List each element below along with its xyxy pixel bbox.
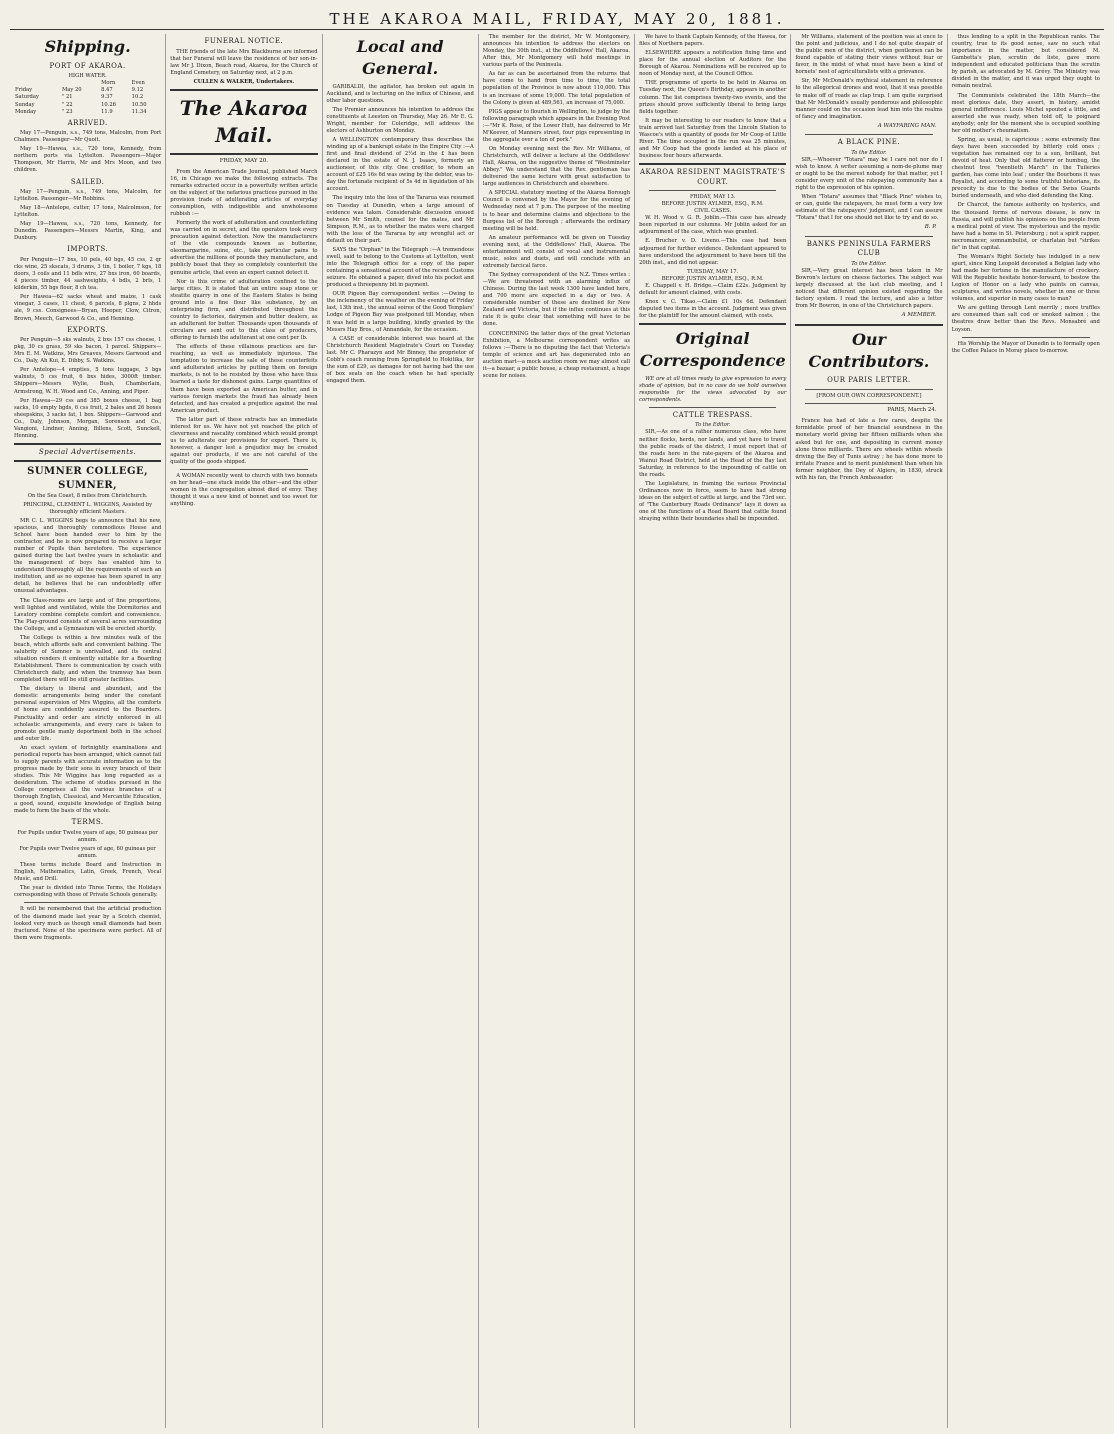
sailing-entry: May 17—Penguin, s.s., 749 tons, Malcolm, for Lyttelton. Passenger—Mr Robbins. [14,189,162,203]
tides-label: HIGH WATER. [68,73,107,80]
letter-signature: B. P. [924,224,937,231]
news-paragraph: The inquiry into the loss of the Tararua was resumed on Tuesday at Dunedin, when a large amount of evidence was taken. Considerable discussion ensued between Mr Smith, counsel for the mates, and Mr Simpson, R.M., as to whether the mates were charged with the loss of the Tararua by any wrongful act or default on their part. [326,195,474,244]
letter-paragraph: SIR,—Very great interest has been taken in Mr Bowron's lecture on cheese factories. The subject was largely discussed at the last club meeting, and I noticed that different opinion existed regarding the factory system. I read the lecture, and also a letter from Mr Bowron, in one of the Christchurch papers. [795,267,943,310]
import-entry: Per Penguin—17 bxs, 10 pels, 40 bgs, 45 css, 2 qr cks wine, 25 skscats, 3 drums, 3 tin, 1 boiler, 7 kgs, 18 doors, 3 coils and 11 bdls wire, 27 bxs iron, 60 boards, 4 pieces timber, 44 sashweights, 4 bdls, 2 brls, 1 kilderkin, 55 bgs flour, 8 ch tea. [14,257,162,292]
tide-row [14,94,161,101]
editorial-paragraph: The effects of these villainous practices are far-reaching, as well as immediately injurious. The temptation to increase the sale of these counterfeits and adulterated articles by putting them on foreign markets, is not to be resisted by those who have thus learned a taste for dishonest gains. Large quantities of them have been exported as American butter, and in various foreign markets the fraud has already been detected, and has created a prejudice against the real American product. [170,344,318,414]
divider [649,407,776,408]
tide-head-cell [61,80,100,87]
arrival-entry: May 19—Hawea, s.s., 720 tons, Kennedy, from northern ports via Lyttelton. Passengers—Major Thompson, Mr Harris, Mr and Mrs Moon, and two children. [14,146,162,174]
to-editor: To the Editor. [851,260,887,267]
export-entry: Per Antelope—4 empties, 5 tons luggage, 3 bgs walnuts, 5 css fruit, 6 bxs hides, 3000ft timber. Shippers—Messrs Wylie, Bush, Chamberlain, Armstrong, W. H. Wood and Co., Anning, and Piper. [14,367,162,395]
tide-cell: 10.2 [131,94,144,101]
news-paragraph: A SPECIAL statutory meeting of the Akaroa Borough Council is convened by the Mayor for the evening of Wednesday next at 7 p.m. The purpose of the meeting is to hear and determine claims and objections to the Burgess list of the Borough ; afterwards the ordinary meeting will be held. [482,190,631,232]
court-case: E. Chappell v. H. Bridge.—Claim £22s. Judgment by default for amount claimed, with costs. [639,282,787,296]
arrival-entry: May 17—Penguin, s.s., 749 tons, Malcolm, from Port Chalmers. Passenger—Mr Quoit. [14,130,162,144]
letter-paragraph: Sir, Mr McDonald's mythical statement in reference to the allegorical drones and wool, that it was possible to make off of roads as clap trap. I am quite surprised that Mr McDonald's usually ponderous and philosophic manner could on the occasion lead him into the realms of fancy and imagination. [795,78,943,120]
column-5 [635,34,791,1428]
sailing-entry: May 18—Antelope, cutter, 17 tons, Malcolmson, for Lyttelton. [14,205,162,219]
column-6 [791,34,947,1428]
terms-line: For Pupils over Twelve years of age, 60 guineas per annum. [19,846,156,860]
letter-signature: A MEMBER. [901,312,937,319]
letter-paragraph: The Woman's Right Society has indulged in a new spurt, since King Leopold decorated a Belgian lady who had made her fortune in the manufacture of crockery. Will the Republic hesitate honor-forward, to bestow the Legion of Honor on a lady who paints on canvas, sculptures, and writes novels, whether in one or three volumes, and superior in many cases to man? [951,253,1100,303]
contributors-heading: Our Contributors. [808,329,930,371]
tide-cell: 10.26 [101,101,116,108]
export-entry: Per Penguin—5 sks walnuts, 2 bxs 157 css cheese, 1 pkg, 30 cs grass, 59 sks bacon, 1 parcel. Shippers—Mrs E. M. Watkins, Mrs Greaves, Messrs Garwood and Co., Daly, Ah Kui, E. Dibby, S. Watkins. [14,337,162,365]
college-paragraph: The Class-rooms are large and of fine proportions, well lighted and ventilated, while the Dormitories and Lavatory combine complete comfort and convenience. The Play-ground consists of several acres surrounding the College, and a Gymnasium will be erected shortly. [14,597,162,632]
tide-header-row [14,80,161,87]
letter-paragraph: The Legislature, in framing the various Provincial Ordinances now in force, seem to have had strong ideas on the subject of cattle at large, and the 73rd sec. of "The Canterbury Roads Ordinance" lays it down as one of the functions of a Road Board that cattle found straying within their boundaries shall be impounded. [639,480,787,523]
news-paragraph: ELSEWHERE appears a notification fixing time and place for the annual election of Auditors for the Borough of Akaroa. Nominations will be received up to noon of Monday next, at the Council Office. [639,50,787,78]
letter-signature: A WAYFARING MAN. [877,122,937,129]
news-paragraph: CONCERNING the latter days of the great Victorian Exhibition, a Melbourne correspondent writes as follows :—There is no disputing the fact that Victoria's temple of science and art has degenerated into an auction mart—a mock auction room we may almost call it—a bazaar, a public house, a cheap restaurant, a huge scene for noises. [482,330,631,379]
tide-cell: 8.47 [101,87,113,94]
disclaimer: WE are at all times ready to give expression to every shade of opinion, but in no case do we hold ourselves responsible for the views advocated by our correspondents. [639,375,787,403]
column-3 [323,34,479,1428]
dateline: FRIDAY, MAY 20. [219,158,268,165]
civil-cases-heading: CIVIL CASES. [694,208,732,215]
original-correspondence-heading: Original Correspondence [639,329,786,370]
college-title: SUMNER COLLEGE, SUMNER, [27,466,149,492]
college-paragraph: MR C. L. WIGGINS begs to announce that his new, spacious, and thoroughly commodious House and School have been handed over to him by the contractor, and he is now prepared to receive a larger number of Pupils than heretofore. The experience gained during the last twelve years in scholastic and the management of boys has enabled him to understand thoroughly all the requirements of such an institution, and as no expense has been spared in any detail, he believes that he can undoubtedly offer unusual advantages. [14,517,162,595]
masthead [10,8,1104,30]
tide-cell: Monday [15,108,37,115]
divider [639,323,786,325]
tide-cell: " 23 [61,108,73,115]
divider [805,236,932,237]
article-paragraph: A WOMAN recently went to church with two bonnets on her head—one stuck inside the other—and the other women in the congregation almost died of envy. They thought it was a new kind of bonnet and too sweet for anything. [170,473,318,508]
court-date: FRIDAY, MAY 13. [689,194,736,201]
news-paragraph: We have to thank Captain Kennedy, of the Hawea, for files of Northern papers. [639,34,787,48]
news-paragraph: A CASE of considerable interest was heard at the Christchurch Resident Magistrate's Court on Tuesday last. Mr C. Pharazyn and Mr Binney, the proprietor of Cobb's coach running from Springfield to Hokitika, for the sum of £29, as damages for not having had the use of box seats on the coach when he had specially engaged them. [326,335,474,384]
special-ads-heading: Special Advertisements. [38,447,137,456]
article-paragraph: It will be remembered that the artificial production of the diamond made last year by a Scotch chemist, looked very much as though small diamonds had been fractured. None of the specimens were perfect. All of them were fragments. [14,906,162,941]
tide-cell: 11.34 [131,108,147,115]
to-editor: To the Editor. [851,149,887,156]
divider [805,134,932,135]
divider [180,469,307,470]
tide-cell: " 22 [61,101,73,108]
letter-paragraph: France has had of late a few cares, despite the formidable proof of her financial soundness in the monetary world giving her fifteen milliards when she asked but for one, and depositing in current money alone three milliards. There are wheels within wheels driving the Bey of Tunis astray ; he has done more to irritate France and to merit punishment than when his former neighbor, the Dey of Algiers, in 1830, struck with his fan, the French Ambassador. [795,418,943,481]
divider [805,403,932,404]
tide-cell: May 20 [61,87,82,94]
exports-heading: EXPORTS. [67,325,109,334]
columns [10,34,1104,1428]
tide-cell: Sunday [15,101,35,108]
divider [795,324,942,326]
divider [14,443,161,445]
editorial-paragraph: The latter part of these extracts has an immediate interest for us. We have not yet reached the pitch of cleverness and rascality combined which would prompt us to adulterate our provisions for export. There is, however, a danger lest a prejudice may be created against our products, if we are not careful of the quality of the goods shipped. [170,416,318,466]
news-paragraph: PIGS appear to flourish in Wellington, to judge by the following paragraph which appears in the Evening Post :—"Mr K. Rose, of the Lower Hutt, has delivered to Mr M'Keever, of Manners street, four pigs representing in the aggregate over a ton of pork." [482,108,631,143]
correspondent-note: [FROM OUR OWN CORRESPONDENT.] [816,392,922,399]
imports-heading: IMPORTS. [67,245,109,254]
news-paragraph: An amateur performance will be given on Tuesday evening next, at the Oddfellows' Hall, Akaroa. The entertainment will consist of vocal and instrumental music, solos and duets, and will conclude with an extremely farcical farce. [482,234,631,269]
college-paragraph: The College is within a few minutes walk of the beach, which affords safe and convenient bathing. The salubrity of Sumner is unrivalled, and its central situation renders it eminently suitable for a Boarding Establishment. There is communication by coach with Christchurch daily, and when the tramway has been completed there will be still greater facilities. [14,634,162,684]
funeral-heading: FUNERAL NOTICE. [204,37,284,45]
tide-cell: 11.9 [101,108,113,115]
letter-heading: CATTLE TRESPASS. [672,410,753,419]
news-paragraph: On Monday evening next the Rev. Mr Williams, of Christchurch, will deliver a lecture at the Oddfellows' Hall, Akaroa, on the suggestive theme of "Westminster Abbey." We understand that the Rev. gentleman has delivered the same lecture with great satisfaction to large audiences in Christchurch and elsewhere. [482,145,631,188]
letter-paragraph: Dr Charcot, the famous authority on hysterics, and the thousand forms of nervous disease, is now in Russia, and will publish his opinions on the people from a medical point of view. The mysterious and the mystic have had a home in St. Petersburg ; not a spirit rapper, necromancer, somnambulist, or charlatan but "strikes ile" in that capital. [951,202,1100,251]
news-paragraph: SAYS the "Orphan" in the Telegraph :—A tremendous swell, said to belong to the Customs at Lyttelton, went into the Telegraph office for a copy of the paper containing a sensational account of the recent Customs seizure. He obtained a paper, dived into his pocket and produced a threepenny bit in payment. [326,246,474,289]
tide-cell: 9.37 [101,94,113,101]
port-heading: PORT OF AKAROA. [49,61,126,70]
letter-paragraph: SIR,—As one of a rather numerous class, who have neither flocks, herds, nor lands, and yet have to travel the public roads of the district, I must report that of the roads here in the rate-payers of the Akaroa and Wainui Road District, held at the Head of the Bay last Saturday, in reference to the impounding of cattle on the roads. [639,429,787,478]
college-principal: PRINCIPAL, CLEMENT L. WIGGINS, Assisted by thoroughly efficient Masters. [23,501,153,515]
divider [805,389,932,390]
letter-heading: A BLACK PINE. [837,138,901,147]
news-paragraph: OUR Pigeon Bay correspondent writes :—Owing to the inclemency of the weather on the evening of Friday last, 13th inst., the annual soiree of the Good Templars' Lodge of Pigeon Bay was postponed till Monday, when it was held in a large building, kindly granted by the Messrs Hay Bros., of Annandale, for the occasion. [326,291,474,333]
editorial-paragraph: From the American Trade Journal, published March 16, in Chicago we make the following extracts. The remarks extracted occur in a powerfully written article on the subject of the nefarious practices pursued in the provision trade of adulterating articles of everyday consumption, with indigestible and unwholesome rubbish :— [170,168,318,218]
letter-heading: BANKS PENINSULA FARMERS CLUB [806,239,932,258]
tide-cell: Saturday [15,94,39,101]
letter-paragraph: The Communists celebrated the 18th March—the most glorious date, they assert, in history, amidst general indifference. Louis Michel spouted a little, and asserted she was ready, when told off, to poignard anybody; only for the moment she is occupied soothing her old mother's rheumatism. [951,92,1100,134]
court-date: TUESDAY, MAY 17. [687,268,739,275]
divider [24,902,151,903]
news-paragraph: A WELLINGTON contemporary thus describes the winding up of a bankrupt estate in the Empire City :—A first and final dividend of 2½d in the £ has been declared in the estate of N. J. Isaacs, formerly an auctioneer, of this city. One creditor, to whom an account of £25 16s 6d was owing by the debtor, was to-day the fortunate recipient of 5s 4d in liquidation of his account. [326,136,474,193]
masthead-title: THE AKAROA MAIL, FRIDAY, MAY 20, 1881. [329,9,785,28]
letter-paragraph: Mr Williams, statement of the position was at once to the point and judicious, and I do not quite despair of the public men of the district, when gentlemen can be found capable of stating their views without fear or favor, in the midst of what must have been a kind of hornets' nest of agriculturalists with a grievance. [795,34,943,76]
funeral-notice: THE friends of the late Mrs Blackburne are informed that her Funeral will leave the residence of her son-in-law Mr J. Dixon, Beach road, Akaroa, for the Church of England Cemetery, on Saturday next, at 2 p.m. [170,48,318,76]
tide-head-cell: Morn [101,80,116,87]
college-paragraph: An exact system of fortnightly examinations and periodical reports has been arranged, which cannot fail to supply parents with accurate information as to the progress made by their sons in every branch of their studies. This Mr Wiggins has long regarded as a desideratum. The scheme of studies pursued in the College comprises all the various branches of a thorough English, Classical, and Mercantile Education, a good, sound, exquisite knowledge of English being made to form the basis of the whole. [14,744,162,815]
shipping-heading: Shipping. [44,37,131,56]
undertakers: CULLEN & WALKER, Undertakers. [193,78,295,85]
news-paragraph: GARIBALDI, the agitator, has broken out again in Auckland, and is lecturing on the influx of Chinese, and other labor questions. [326,83,474,104]
divider [170,153,317,155]
letter-paragraph: thus lending to a split in the Republican ranks. The country, true to its good sense, saw no such vital importance in the matter, but considered M. Gambetta's plan, scrutin de liste, gave more independent and educated politicians than the scrutin by parish, as advocated by M. Grévy. The Ministry was divided in the matter, and it was urged they ought to remain neutral. [951,34,1100,90]
news-paragraph: As far as can be ascertained from the returns that have come to hand from time to time, the total population of the Province is now about 110,000. This is an increase of some 19,000. The total population of the Colony is given at 489,561, an increase of 75,000. [482,71,631,106]
college-subtitle: On the Sea Coast, 8 miles from Christchurch. [27,492,148,499]
letter-paragraph: When "Totara" assumes that "Black Pine" wishes to, or can, guide the ratepayers, he must form a very low estimate of the ratepayers' judgment, and I can assure "Totara" that I for one should not like to try and do so. [795,194,943,222]
column-2 [166,34,322,1428]
terms-line: These terms include Board and Instruction in English, Mathematics, Latin, Greek, French, Vocal Music, and Drill. [14,862,162,883]
divider [14,460,161,462]
to-editor: To the Editor. [694,422,731,429]
court-before: BEFORE JUSTIN AYLMER, ESQ., R.M. [661,201,764,208]
divider [639,163,786,165]
tide-cell: 9.12 [131,87,144,94]
tide-cell: 10.50 [131,101,147,108]
news-paragraph: The Sydney correspondent of the N.Z. Times writes :—We are threatened with an alarming influx of Chinese. During the last week 1300 have landed here, and 700 more are expected in a day or two. A considerable number of these are destined for New Zealand and Victoria, but if the influx continues at this rate it is quite clear that something will have to be done. [482,272,631,328]
nameplate: The Akaroa Mail. [179,95,309,148]
export-entry: Per Hawea—29 css and 385 boxes cheese, 1 bag sacks, 10 empty bgds, 6 css fruit, 2 bales and 26 boxes sheepskins, 3 sacks fat, 1 box. Shippers—Garwood and Co., Daly, Johnson, Morgan, Sorenson and Co., Vangioni, Lindner, Anning, Billens, Scott, Sunckell, Henning. [14,397,162,439]
letter-paragraph: SIR,—Whoever "Totara" may be I care not nor do I wish to know. A writer assuming a nom-de-plume may or ought to be the merest nobody for that matter, yet I consider every unit of the ratepaying community has a right to the expression of his opinion. [795,156,943,192]
college-paragraph: The dietary is liberal and abundant, and the domestic arrangements being under the constant personal supervision of Mrs Wiggins, all the comforts of home are confidently assured to the Boarders. Punctuality and order are strictly enforced in all scholastic arrangements, and every care is taken to promote gentle manly deportment both in the school and outer life. [14,686,162,742]
column-7 [948,34,1104,1428]
editorial-paragraph: Formerly the work of adulteration and counterfeiting was carried on in secret, and the operators took every precaution against detection. Now the manufacturers of the vile compounds known as butterine, oleomargarine, suine, etc., take particular pains to advertise the millions of pounds they manufacture, and publicly boast that they so completely counterfeit the genuine article, that even an expert cannot detect it. [170,220,318,276]
arrived-heading: ARRIVED. [67,118,108,127]
editorial-paragraph: Nor is this crime of adulteration confined to the large cities. It is stated that an entire soap stone or steatite quarry in one of the Eastern States is being ground into a fine flour like substance, by an enterprising firm, and distributed throughout the country to factories, dairymen and butter dealers, as an adulterant for butter. Thousands upon thousands of circulars are sent out to this class of producers, offering to furnish the adulterant at one cent per lb. [170,278,318,342]
letter-paragraph: We are getting through Lent merrily ; more truffles are consumed than salt cod or smoked salmon ; the theatres draw better than the Revs. Monsabré and Loyson. [951,305,1100,333]
tide-head-cell: Even [131,80,145,87]
divider [170,89,317,91]
divider [962,337,1090,338]
tide-cell: " 21 [61,94,73,101]
import-entry: Per Hawea—62 sacks wheat and maize, 1 cask vinegar, 3 cases, 11 chest, 6 parcels, 8 plgns, 2 hhds ale, 9 css. Consignees—Bryan, Hooper, Clow, Citron, Brown, Meech, Garwood & Co., and Henning. [14,294,162,322]
news-paragraph: His Worship the Mayor of Dunedin is to formally open the Coffee Palace in Moray place to-morrow. [951,340,1100,354]
tide-row [14,109,161,116]
terms-line: The year is divided into Three Terms, the Holidays corresponding with those of Private Schools generally. [14,885,162,899]
column-1 [10,34,166,1428]
court-case: E. Brucher v. D. Liveno.—This case had been adjourned for further evidence. Defendant appeared to have understood the adjournment to have been till the 20th inst., and did not appear. [639,238,787,266]
news-paragraph: The Premier announces his intention to address the constituents at Leeston on Thursday, May 26. Mr E. G. Wright, member for Coleridge, will address the electors of Ashburton on Monday. [326,106,474,134]
paris-date: PARIS, March 24. [887,406,937,413]
news-paragraph: It may be interesting to our readers to know that a train arrived last Saturday from the Lincoln Station to Wascoe's with a quantity of goods for Mr Coop of Little River. The time occupied in the run was 25 minutes, and Mr Coop had the goods landed at his place of business four hours afterwards. [639,117,787,159]
news-paragraph: The member for the district, Mr W. Montgomery, announces his intention to address the electors on Monday, the 30th inst., at the Oddfellows' Hall, Akaroa. After this, Mr Montgomery will hold meetings in various parts of the Peninsula. [482,34,631,69]
sailing-entry: May 19—Hawea, s.s., 720 tons, Kennedy, for Dunedin. Passengers—Messrs Martin, King, and Duxbury. [14,221,162,242]
tide-head-cell [14,80,61,87]
local-general-heading: Local and General. [356,37,444,78]
tide-table [14,80,161,115]
terms-heading: TERMS. [71,818,104,827]
tide-cell: Friday [15,87,33,94]
tide-row [14,102,161,109]
sailed-heading: SAILED. [70,177,105,186]
column-4 [479,34,635,1428]
court-heading: AKAROA RESIDENT MAGISTRATE'S COURT. [639,168,786,186]
paris-letter-heading: OUR PARIS LETTER. [827,376,911,385]
court-case: Knox v. C. Tikao.—Claim £1 10s 6d. Defendant disputed two items in the account. Judgment was given for the plaintiff for the amount claimed, with costs. [639,298,787,320]
court-case: W. H. Wood v. G. R. Joblin.—This case has already been reported in our columns. Mr Joblin asked for an adjournment of the case, which was granted. [639,215,787,236]
letter-paragraph: Spring, as usual, is capricious ; some extremely fine days have been succeeded by bitterly cold ones ; vegetation has remained coy to a sun, brilliant, but devoid of heat. Only that old flatterer or humbug, the chestnut tree "twentieth March" in the Tuileries garden, has come into leaf ; under the Bourbons it was Royalist, and according to some truthful historians, its precocity is due to the bodies of the Swiss Guards buried underneath, and who died defending the King. [951,136,1100,200]
news-paragraph: THE programme of sports to be held in Akaroa on Tuesday next, the Queen's Birthday, appears in another column. The list comprises twenty-two events, and the prizes should prove sufficiently liberal to bring large fields together. [639,80,787,115]
terms-line: For Pupils under Twelve years of age, 50 guineas per annum. [17,829,158,843]
court-before: BEFORE JUSTIN AYLMER, ESQ., R.M. [661,275,764,282]
divider [649,190,776,191]
tide-row [14,87,161,94]
